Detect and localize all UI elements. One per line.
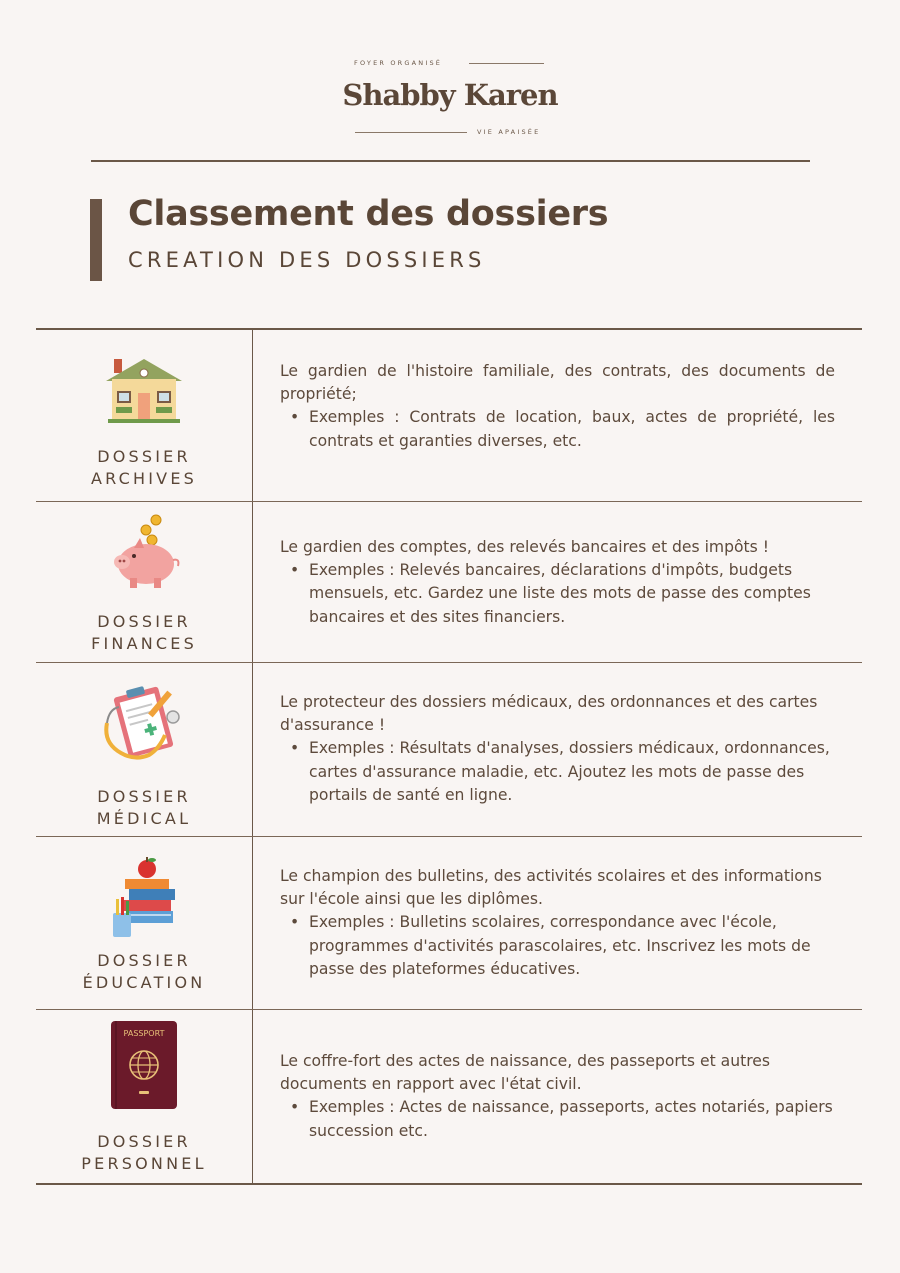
folder-label — [36, 611, 252, 655]
table-row — [36, 501, 862, 662]
description-text: Le protecteur des dossiers médicaux, des ordonnances et des cartes d'assurance ! — [280, 693, 818, 735]
example-bullet: • Exemples : Relevés bancaires, déclarations d'impôts, budgets mensuels, etc. Gardez une liste des mots de passe des comptes bancaires et des sites financiers. — [280, 559, 835, 629]
folder-cell — [36, 330, 252, 502]
example-bullet: • Exemples : Contrats de location, baux, actes de propriété, les contrats et garanties diverses, etc. — [280, 406, 835, 452]
medical-clipboard-icon — [99, 679, 189, 773]
brand-rule-bottom — [355, 132, 467, 133]
folder-label — [36, 1131, 252, 1175]
table-row — [36, 836, 862, 1009]
piggy-bank-icon — [104, 512, 184, 596]
example-bullet: • Exemples : Actes de naissance, passeports, actes notariés, papiers succession etc. — [280, 1096, 835, 1142]
folder-label-line2: PERSONNEL — [81, 1154, 207, 1173]
table-bottom-border — [36, 1183, 862, 1185]
house-icon — [104, 357, 184, 431]
folder-description — [280, 360, 835, 453]
passport-icon — [110, 1020, 178, 1114]
folder-label-line2: FINANCES — [91, 634, 197, 653]
table-row — [36, 1009, 862, 1184]
description-text: Le coffre-fort des actes de naissance, des passeports et autres documents en rapport avec l'état civil. — [280, 1052, 771, 1094]
example-bullet: • Exemples : Résultats d'analyses, dossiers médicaux, ordonnances, cartes d'assurance maladie, etc. Ajoutez les mots de passe des portails de santé en ligne. — [280, 737, 835, 807]
table-row — [36, 662, 862, 836]
description-text: Le gardien des comptes, des relevés bancaires et des impôts ! — [280, 538, 769, 556]
folder-label-line1: DOSSIER — [97, 787, 191, 806]
description-text: Le gardien de l'histoire familiale, des contrats, des documents de propriété; — [280, 362, 835, 404]
description-text: Le champion des bulletins, des activités scolaires et des informations sur l'école ainsi que les diplômes. — [280, 867, 822, 909]
books-apple-icon — [109, 855, 179, 949]
brand-logo — [0, 0, 900, 160]
folder-description — [280, 691, 835, 807]
folder-label-line1: DOSSIER — [97, 447, 191, 466]
brand-rule-top — [469, 63, 544, 64]
folder-description — [280, 536, 835, 629]
table-row — [36, 328, 862, 502]
header-divider — [91, 160, 810, 162]
folder-cell — [36, 1010, 252, 1184]
folder-label-line1: DOSSIER — [97, 612, 191, 631]
folder-label-line1: DOSSIER — [97, 951, 191, 970]
passport-label: PASSPORT — [123, 1029, 165, 1038]
folder-label — [36, 446, 252, 490]
column-divider — [252, 502, 253, 662]
folder-description — [280, 865, 835, 981]
column-divider — [252, 330, 253, 502]
brand-name: Shabby Karen — [342, 78, 558, 112]
column-divider — [252, 837, 253, 1009]
folder-cell — [36, 502, 252, 662]
folder-description — [280, 1050, 835, 1143]
folder-label — [36, 950, 252, 994]
page-title: Classement des dossiers — [128, 194, 609, 234]
title-accent-bar — [90, 199, 102, 281]
brand-tagline-bottom: VIE APAISÉE — [477, 128, 541, 136]
column-divider — [252, 1010, 253, 1184]
brand-tagline-top: FOYER ORGANISÉ — [354, 59, 443, 67]
folder-label-line2: MÉDICAL — [96, 809, 192, 828]
column-divider — [252, 663, 253, 836]
folder-cell — [36, 663, 252, 836]
page-subtitle: CREATION DES DOSSIERS — [128, 248, 486, 272]
folder-label — [36, 786, 252, 830]
folder-label-line2: ÉDUCATION — [82, 973, 206, 992]
folder-cell — [36, 837, 252, 1009]
folder-label-line1: DOSSIER — [97, 1132, 191, 1151]
example-bullet: • Exemples : Bulletins scolaires, correspondance avec l'école, programmes d'activités parascolaires, etc. Inscrivez les mots de passe des plateformes éducatives. — [280, 911, 835, 981]
folder-label-line2: ARCHIVES — [91, 469, 197, 488]
